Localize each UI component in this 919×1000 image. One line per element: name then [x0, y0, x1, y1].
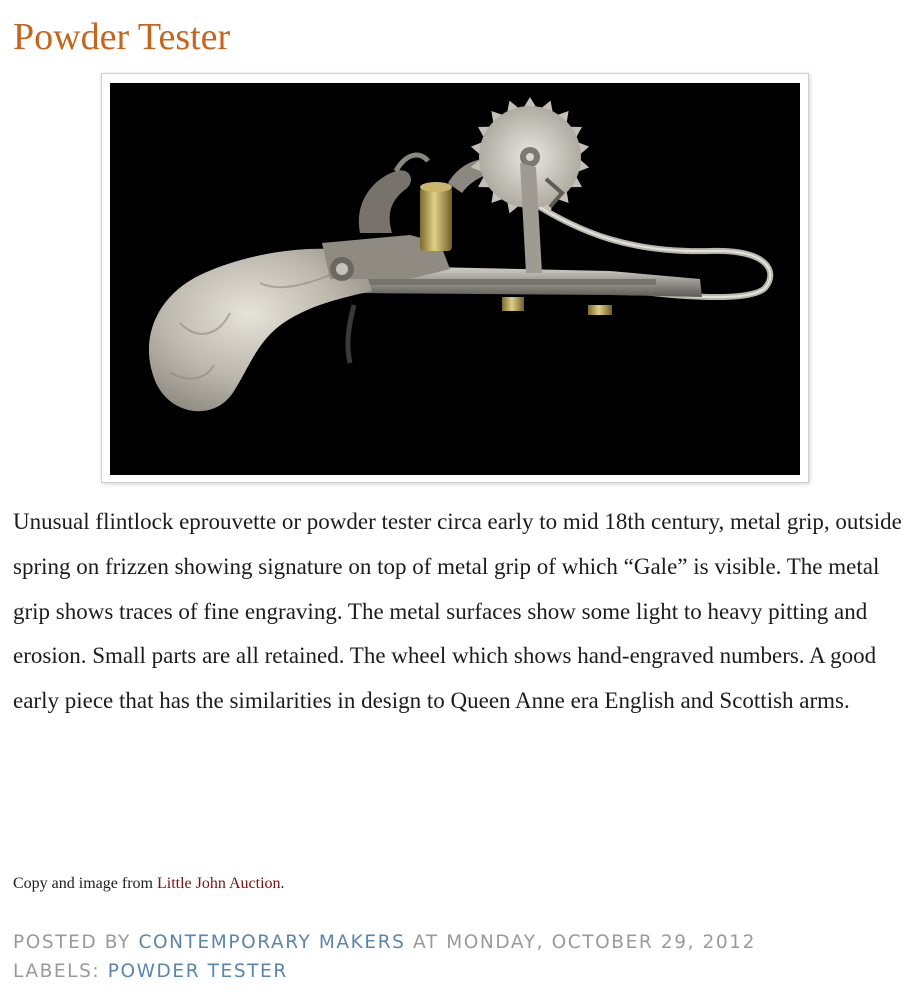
post-body-text: Unusual flintlock eprouvette or powder tester circa early to mid 18th century, metal grip, outside spring on frizzen showing signature on top of metal grip of which “Gale” is visible. The metal grip shows traces of fine engraving. The metal surfaces show some light to heavy pitting and erosion. Small parts are all retained. The wheel which shows hand-engraved numbers. A good early piece that has the similarities in design to Queen Anne era English and Scottish arms. [13, 509, 902, 714]
post-byline [13, 928, 756, 957]
post-title[interactable]: Powder Tester [13, 16, 231, 58]
author-link[interactable]: CONTEMPORARY MAKERS [138, 932, 406, 953]
post-image-frame [101, 73, 809, 483]
post-labels [13, 957, 756, 986]
post-date-link[interactable]: MONDAY, OCTOBER 29, 2012 [446, 932, 757, 953]
credit-suffix: . [280, 875, 285, 892]
post-footer [13, 928, 756, 986]
eprouvette-illustration [110, 83, 800, 475]
credit-prefix: Copy and image from [13, 875, 157, 892]
little-john-auction-link[interactable]: Little John Auction [156, 875, 281, 892]
posted-by-label: POSTED BY [13, 932, 131, 953]
at-label: AT [412, 932, 439, 953]
image-credit [13, 873, 285, 895]
label-powder-tester-link[interactable]: POWDER TESTER [107, 961, 288, 982]
labels-label: LABELS: [13, 961, 101, 982]
post-image[interactable] [110, 83, 800, 475]
